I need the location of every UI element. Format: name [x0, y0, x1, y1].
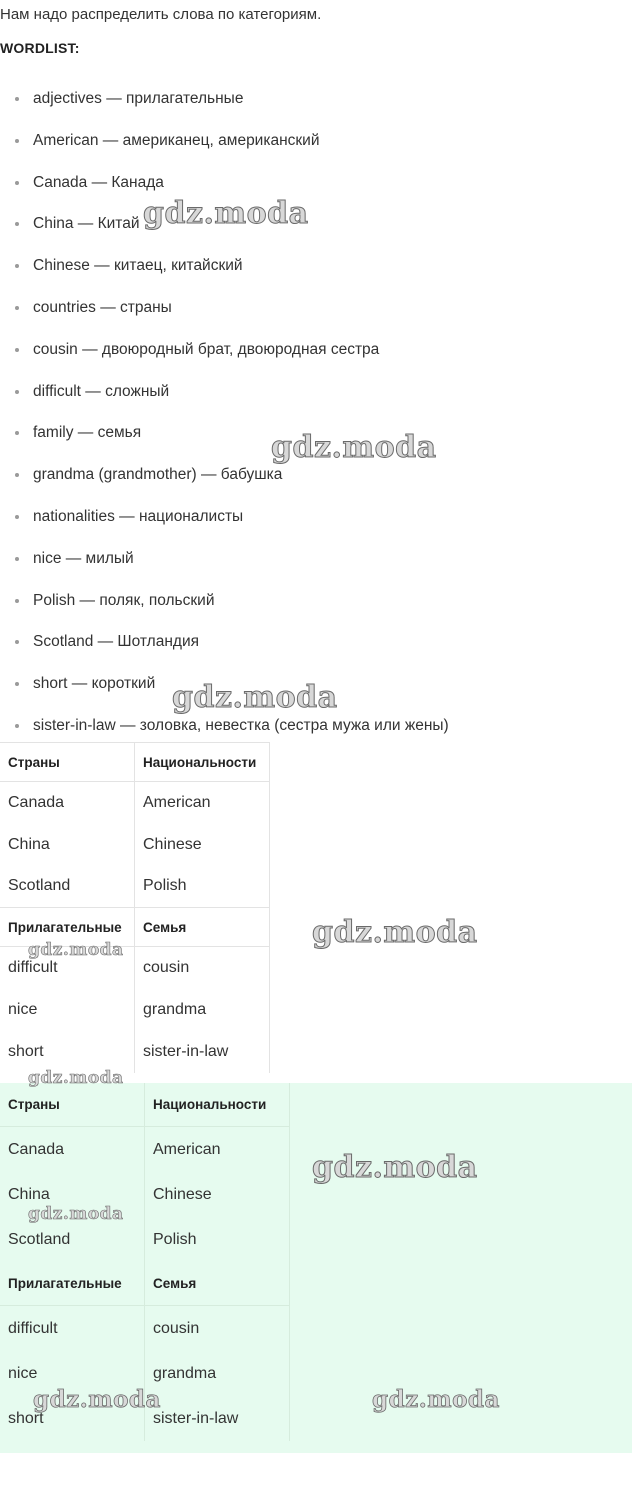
table-header-cell: Национальности: [145, 1083, 290, 1127]
table-row: [0, 824, 270, 866]
table-header-cell: Семья: [145, 1262, 290, 1306]
list-item-text: China — Китай: [33, 215, 140, 233]
table-cell: Polish: [145, 1217, 290, 1262]
bullet-icon: [15, 640, 19, 644]
table-cell: short: [0, 1031, 135, 1073]
watermark: gdz.moda: [172, 680, 338, 715]
table-cell: Polish: [135, 866, 270, 908]
watermark: gdz.moda: [271, 430, 437, 465]
table-cell: difficult: [0, 1306, 145, 1352]
list-item-text: Canada — Канада: [33, 173, 164, 191]
list-item-text: sister-in-law — золовка, невестка (сестра мужа или жены): [33, 716, 449, 734]
watermark: gdz.moda: [312, 915, 478, 950]
table-cell: American: [135, 782, 270, 824]
list-item: [0, 496, 449, 538]
list-item: [0, 580, 449, 622]
table-cell: grandma: [145, 1351, 290, 1396]
table-row: [0, 782, 270, 824]
table-cell: Chinese: [135, 824, 270, 866]
bullet-icon: [15, 557, 19, 561]
list-item: [0, 287, 449, 329]
list-item-text: cousin — двоюродный брат, двоюродная сестра: [33, 340, 380, 358]
table-header-row: [0, 1262, 290, 1306]
bullet-icon: [15, 139, 19, 143]
table-cell: Scotland: [0, 1217, 145, 1262]
list-item-text: short — короткий: [33, 675, 156, 693]
table-cell: Chinese: [145, 1172, 290, 1217]
table-header-row: [0, 743, 270, 782]
wordlist-title: WORDLIST:: [0, 40, 80, 56]
watermark: gdz.moda: [28, 1204, 124, 1224]
table-cell: China: [0, 1172, 145, 1217]
list-item-text: Chinese — китаец, китайский: [33, 257, 243, 275]
table-header-cell: Страны: [0, 743, 135, 782]
table-row: [0, 1127, 290, 1173]
table-header-row: [0, 1083, 290, 1127]
bullet-icon: [15, 599, 19, 603]
list-item-text: difficult — сложный: [33, 382, 170, 400]
list-item-text: family — семья: [33, 424, 142, 442]
table-row: [0, 989, 270, 1031]
watermark: gdz.moda: [143, 196, 309, 231]
bullet-icon: [15, 348, 19, 352]
table-cell: China: [0, 824, 135, 866]
table-cell: sister-in-law: [135, 1031, 270, 1073]
watermark: gdz.moda: [28, 940, 124, 960]
table-cell: American: [145, 1127, 290, 1173]
table-cell: short: [0, 1396, 145, 1441]
categories-table: [0, 742, 270, 1073]
wordlist: [0, 78, 449, 747]
table-header-cell: Страны: [0, 1083, 145, 1127]
table-cell: nice: [0, 1351, 145, 1396]
table-cell: Scotland: [0, 866, 135, 908]
list-item: [0, 621, 449, 663]
bullet-icon: [15, 682, 19, 686]
list-item-text: nationalities — националисты: [33, 507, 244, 525]
watermark: gdz.moda: [312, 1150, 478, 1185]
list-item-text: nice — милый: [33, 549, 134, 567]
table-cell: Canada: [0, 1127, 145, 1173]
table-cell: sister-in-law: [145, 1396, 290, 1441]
list-item-text: adjectives — прилагательные: [33, 90, 244, 107]
bullet-icon: [15, 473, 19, 477]
bullet-icon: [15, 431, 19, 435]
watermark: gdz.moda: [28, 1068, 124, 1088]
list-item-text: American — американец, американский: [33, 131, 320, 149]
table-cell: grandma: [135, 989, 270, 1031]
list-item: [0, 245, 449, 287]
table-header-cell: Национальности: [135, 743, 270, 782]
list-item-text: Polish — поляк, польский: [33, 591, 215, 609]
table-row: [0, 1306, 290, 1352]
table-row: [0, 866, 270, 908]
bullet-icon: [15, 390, 19, 394]
list-item: [0, 329, 449, 371]
bullet-icon: [15, 515, 19, 519]
intro-text: Нам надо распределить слова по категориям.: [0, 6, 322, 23]
table-row: [0, 1031, 270, 1073]
table-cell: Canada: [0, 782, 135, 824]
list-item-text: Scotland — Шотландия: [33, 633, 199, 651]
watermark: gdz.moda: [33, 1386, 161, 1413]
bullet-icon: [15, 222, 19, 226]
list-item: [0, 538, 449, 580]
table-cell: cousin: [135, 947, 270, 989]
watermark: gdz.moda: [372, 1386, 500, 1413]
list-item: [0, 371, 449, 413]
list-item-text: countries — страны: [33, 298, 172, 316]
table-cell: nice: [0, 989, 135, 1031]
list-item-text: grandma (grandmother) — бабушка: [33, 466, 283, 484]
bullet-icon: [15, 97, 19, 101]
bullet-icon: [15, 181, 19, 185]
table-header-cell: Прилагательные: [0, 1262, 145, 1306]
list-item: [0, 78, 449, 120]
bullet-icon: [15, 724, 19, 728]
table-header-cell: Прилагательные: [0, 908, 135, 947]
table-cell: difficult: [0, 947, 135, 989]
table-header-cell: Семья: [135, 908, 270, 947]
bullet-icon: [15, 264, 19, 268]
bullet-icon: [15, 306, 19, 310]
table-cell: cousin: [145, 1306, 290, 1352]
list-item: [0, 120, 449, 162]
